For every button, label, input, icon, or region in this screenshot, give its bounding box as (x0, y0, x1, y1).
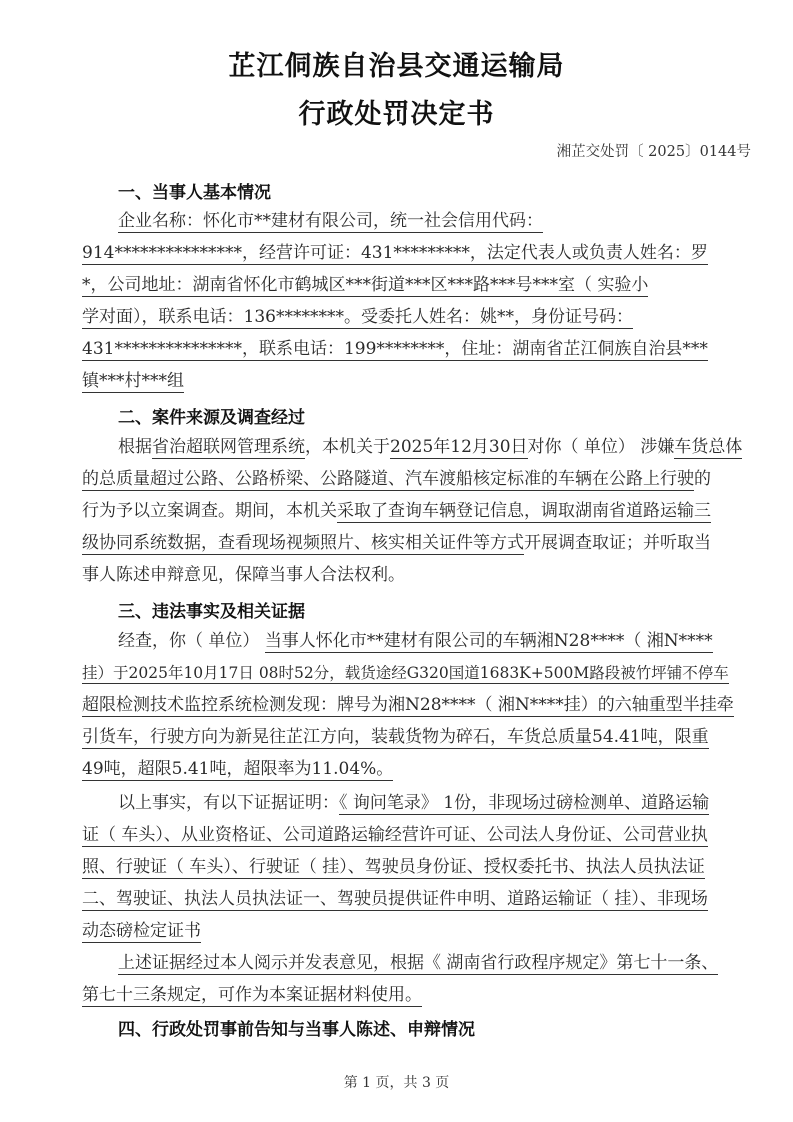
evidence-line (118, 790, 742, 816)
case-source-line (82, 562, 742, 588)
evidence-basis-text: 第七十三条规定，可作为本案证据材料使用。 (82, 985, 422, 1005)
section-heading-case-source: 二、案件来源及调查经过 (118, 408, 305, 428)
party-info-line (82, 272, 742, 298)
document-number: 湘芷交处罚〔 2025〕0144号 (556, 144, 751, 160)
case-source-text: 事人陈述申辩意见，保障当事人合法权利。 (82, 565, 405, 585)
case-source-text: ，本机关于 (305, 437, 390, 457)
case-source-violation: 的总质量超过公路、公路桥梁、公路隧道、汽车渡船核定标准的车辆在公路上行驶 (82, 469, 694, 489)
party-info-line (82, 240, 742, 266)
case-source-text: 开展调查取证；并听取当 (524, 533, 711, 553)
party-info-text: 914***************，经营许可证：431*********，法定代表人或负责人姓名：罗 (82, 243, 708, 263)
facts-line (82, 692, 742, 718)
facts-text: 49吨，超限5.41吨，超限率为11.04%。 (82, 759, 394, 779)
case-source-text: 的 (694, 469, 711, 489)
party-info-text: 431***************，联系电话：199********，住址：湖南省芷江侗族自治县*** (82, 339, 708, 359)
document-title-type: 行政处罚决定书 (298, 99, 495, 130)
case-source-methods: 级协同系统数据，查看现场视频照片、核实相关证件等方式 (82, 533, 524, 553)
facts-line (82, 756, 742, 782)
facts-line (82, 660, 742, 686)
section-heading-prior-notice: 四、行政处罚事前告知与当事人陈述、申辩情况 (118, 1020, 475, 1040)
evidence-list: 动态磅检定证书 (82, 921, 201, 941)
party-info-text: 镇***村***组 (82, 371, 184, 391)
case-source-text: 根据 (118, 437, 152, 457)
section-heading-party-info: 一、当事人基本情况 (118, 183, 271, 203)
facts-text: 引货车，行驶方向为新晃往芷江方向，装载货物为碎石，车货总质量54.41吨，限重 (82, 727, 709, 747)
case-source-system: 省治超联网管理系统 (152, 437, 305, 457)
evidence-basis-line (118, 950, 742, 976)
party-info-line (118, 208, 742, 234)
evidence-list: 照、行驶证（ 车头）、行驶证（ 挂）、驾驶员身份证、授权委托书、执法人员执法证 (82, 857, 705, 877)
facts-text: 当事人怀化市**建材有限公司的车辆湘N28****（ 湘N**** (264, 631, 713, 651)
page-number: 第 1 页，共 3 页 (343, 1075, 450, 1091)
document-title-agency: 芷江侗族自治县交通运输局 (228, 51, 565, 82)
evidence-line (82, 822, 742, 848)
case-source-text: 对你（ 单位） 涉嫌 (527, 437, 675, 457)
case-source-line (82, 466, 742, 492)
party-info-line (82, 304, 742, 330)
case-source-text: 行为予以立案调查。期间，本机关 (82, 501, 337, 521)
case-source-violation: 车货总体 (674, 437, 743, 457)
facts-text: 挂）于2025年10月17日 08时52分，载货途经G320国道1683K+500M路段被竹坪铺不停车 (82, 664, 729, 682)
case-source-methods: 采取了查询车辆登记信息，调取湖南省道路运输三 (337, 501, 711, 521)
case-source-line (118, 434, 742, 460)
section-heading-violation-facts: 三、违法事实及相关证据 (118, 602, 305, 622)
evidence-basis-line (82, 982, 742, 1008)
evidence-list: 《 询问笔录》 1份，非现场过磅检测单、道路运输 (339, 793, 710, 813)
party-info-text: *，公司地址：湖南省怀化市鹤城区***街道***区***路***号***室（ 实验小 (82, 275, 649, 295)
evidence-line (82, 854, 742, 880)
facts-text: 超限检测技术监控系统检测发现：牌号为湘N28****（ 湘N****挂）的六轴重型半挂牵 (82, 695, 734, 715)
party-info-line (82, 336, 742, 362)
case-source-line (82, 498, 742, 524)
evidence-list: 证（ 车头）、从业资格证、公司道路运输经营许可证、公司法人身份证、公司营业执 (82, 825, 708, 845)
evidence-text: 以上事实，有以下证据证明： (118, 793, 339, 813)
facts-line (82, 724, 742, 750)
party-info-text: 学对面），联系电话：136********。受委托人姓名：姚**，身份证号码： (82, 307, 633, 327)
evidence-basis-text: 上述证据经过本人阅示并发表意见，根据《 湖南省行政程序规定》第七十一条、 (118, 953, 719, 973)
evidence-line (82, 918, 742, 944)
facts-line (118, 628, 742, 654)
evidence-list: 二、驾驶证、执法人员执法证一、驾驶员提供证件申明、道路运输证（ 挂）、非现场 (82, 889, 708, 909)
facts-text: 经查，你（ 单位） (118, 631, 260, 651)
case-source-line (82, 530, 742, 556)
case-source-date: 2025年12月30日 (390, 437, 528, 457)
party-info-line (82, 368, 742, 394)
party-info-text: 企业名称：怀化市**建材有限公司，统一社会信用代码： (118, 211, 543, 231)
evidence-line (82, 886, 742, 912)
